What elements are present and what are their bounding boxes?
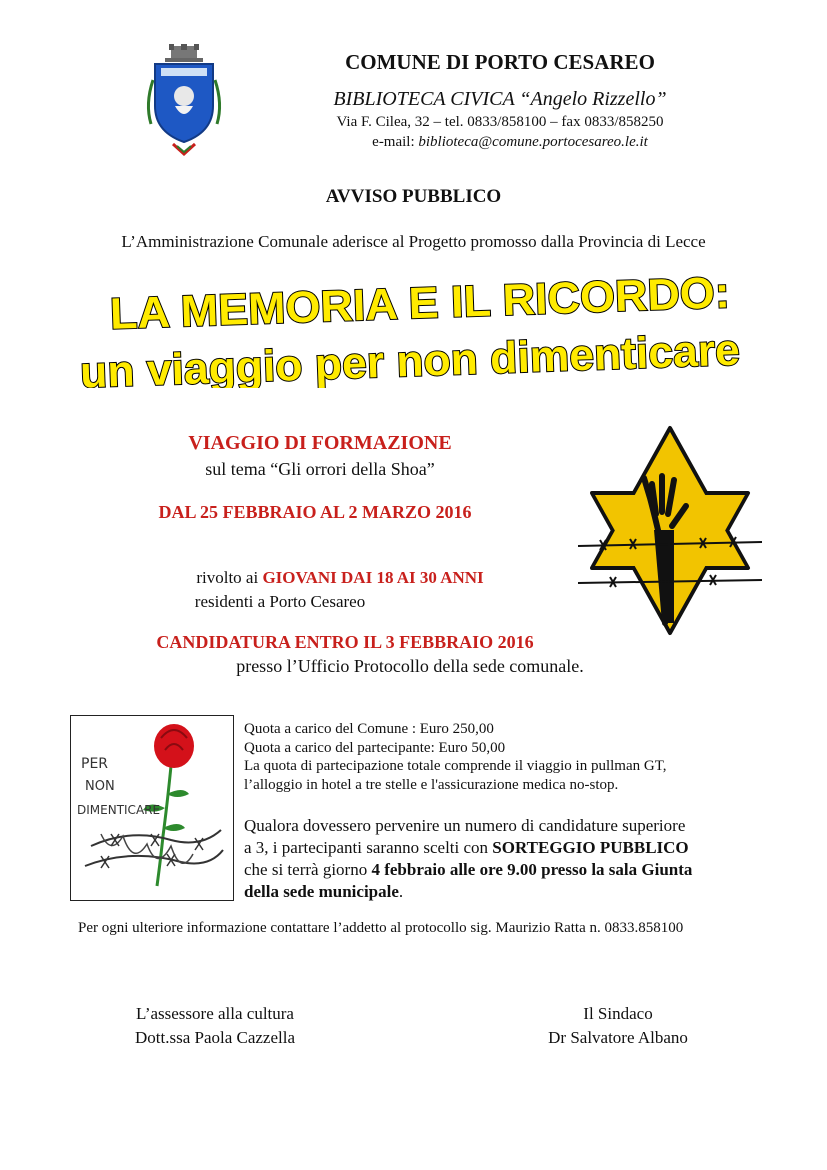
comune-title: COMUNE DI PORTO CESAREO [345, 50, 655, 74]
email-link[interactable]: biblioteca@comune.portocesareo.le.it [418, 134, 648, 150]
rose-text-dimenticare: DIMENTICARE [77, 803, 161, 817]
main-title-line2: un viaggio per non dimenticare [79, 325, 734, 388]
signature-right-role: Il Sindaco [583, 1004, 653, 1023]
quota-description-2: l’alloggio in hotel a tre stelle e l'assicurazione medica no-stop. [244, 776, 619, 793]
application-office: presso l’Ufficio Protocollo della sede comunale. [236, 656, 584, 676]
main-title [60, 268, 780, 388]
quota-comune: Quota a carico del Comune : Euro 250,00 [244, 721, 494, 737]
sorteggio-line-3a: che si terrà giorno [244, 860, 368, 879]
intro-text: L’Amministrazione Comunale aderisce al Progetto promosso dalla Provincia di Lecce [121, 232, 706, 251]
residence-requirement: residenti a Porto Cesareo [194, 592, 366, 611]
quota-description-1: La quota di partecipazione totale comprende il viaggio in pullman GT, [244, 758, 667, 774]
sorteggio-line-1: Qualora dovessero pervenire un numero di candidature superiore [244, 816, 686, 835]
sorteggio-line-2a: a 3, i partecipanti saranno scelti con [244, 838, 489, 857]
rose-barbed-wire-image [70, 715, 234, 901]
signature-left-name: Dott.ssa Paola Cazzella [134, 1028, 296, 1047]
email-line [300, 134, 720, 151]
quota-partecipante: Quota a carico del partecipante: Euro 50,00 [244, 739, 506, 756]
application-deadline: CANDIDATURA ENTRO IL 3 FEBBRAIO 2016 [156, 632, 534, 652]
quota-block [244, 720, 784, 794]
email-label: e-mail: [372, 134, 415, 150]
signature-right [468, 1002, 768, 1050]
sorteggio-location: della sede municipale [244, 882, 399, 901]
signature-left [65, 1002, 365, 1050]
rose-text-per: PER [81, 756, 109, 772]
sorteggio-period: . [398, 882, 404, 901]
sorteggio-line-3 [244, 859, 764, 881]
viaggio-heading: VIAGGIO DI FORMAZIONE [188, 432, 452, 454]
municipal-crest [143, 44, 225, 156]
address-line: Via F. Cilea, 32 – tel. 0833/858100 – fax 0833/858250 [336, 114, 664, 130]
sorteggio-pubblico: SORTEGGIO PUBBLICO [492, 838, 689, 857]
avviso-heading: AVVISO PUBBLICO [325, 186, 502, 207]
signature-right-name: Dr Salvatore Albano [548, 1028, 688, 1047]
event-dates: DAL 25 FEBBRAIO AL 2 MARZO 2016 [158, 502, 472, 522]
star-of-david-image [570, 418, 770, 643]
sorteggio-date-time: 4 febbraio alle ore 9.00 presso la sala Giunta [371, 860, 693, 879]
sorteggio-line-2 [244, 837, 764, 859]
target-audience [130, 568, 550, 588]
rose-text-non: NON [85, 779, 115, 794]
contact-info: Per ogni ulteriore informazione contattare l’addetto al protocollo sig. Maurizio Ratta n. 0833.858100 [78, 920, 684, 936]
signature-left-role: L’assessore alla cultura [136, 1004, 294, 1023]
main-title-line1: LA MEMORIA E IL RICORDO: [109, 268, 718, 339]
sorteggio-block [244, 815, 764, 903]
tema-text: sul tema “Gli orrori della Shoa” [205, 459, 435, 479]
target-prefix: rivolto ai [196, 568, 259, 587]
sorteggio-line-4 [244, 881, 764, 903]
biblioteca-name: BIBLIOTECA CIVICA “Angelo Rizzello” [333, 88, 667, 110]
target-highlight: GIOVANI DAI 18 AI 30 ANNI [262, 568, 484, 587]
